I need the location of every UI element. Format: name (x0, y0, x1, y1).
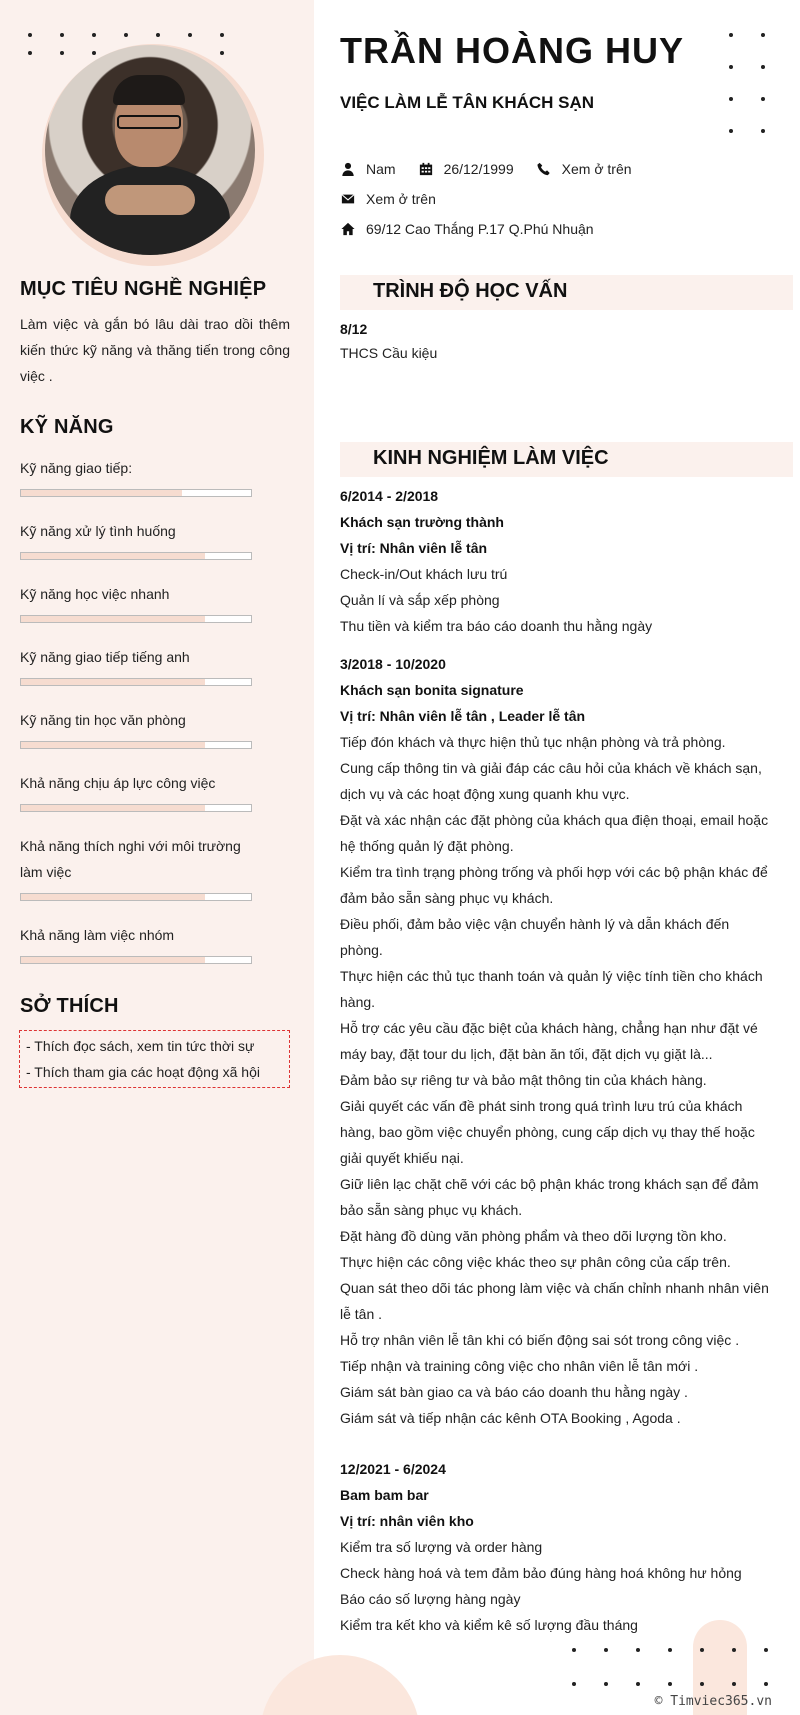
job-duty: Hỗ trợ các yêu cầu đặc biệt của khách hàng, chẳng hạn như đặt vé máy bay, đặt tour du lịch, đặt bàn ăn tối, đặt dịch vụ giặt là... (340, 1020, 758, 1062)
sidebar (0, 0, 314, 1715)
skills-heading: KỸ NĂNG (20, 416, 114, 438)
job-position: Vị trí: nhân viên kho (340, 1513, 474, 1529)
skill-level-fill (21, 894, 205, 900)
job-duty: Giám sát bàn giao ca và báo cáo doanh thu hằng ngày . (340, 1384, 688, 1400)
job-duty: Cung cấp thông tin và giải đáp các câu hỏi của khách về khách sạn, dịch vụ và các hoạt động xung quanh khu vực. (340, 760, 762, 802)
job-entry (340, 651, 770, 1431)
candidate-name: TRẦN HOÀNG HUY (340, 30, 684, 71)
skill-level-bar (20, 489, 252, 497)
birthday-info (418, 161, 514, 177)
address-info (340, 221, 594, 237)
watermark: © Timviec365.vn (654, 1694, 772, 1709)
address-value: 69/12 Cao Thắng P.17 Q.Phú Nhuận (366, 221, 594, 237)
skill-item (20, 455, 252, 497)
job-period: 3/2018 - 10/2020 (340, 656, 446, 672)
experience-heading: KINH NGHIỆM LÀM VIỆC (373, 447, 609, 469)
skill-label: Kỹ năng giao tiếp tiếng anh (20, 649, 190, 665)
skill-level-fill (21, 616, 205, 622)
info-row-1 (340, 161, 654, 177)
email-value: Xem ở trên (366, 191, 436, 207)
skill-label: Kỹ năng học việc nhanh (20, 586, 170, 602)
job-title: VIỆC LÀM LỄ TÂN KHÁCH SẠN (340, 93, 595, 112)
job-period: 12/2021 - 6/2024 (340, 1461, 446, 1477)
skill-level-fill (21, 742, 205, 748)
job-duty: Kiểm tra kết kho và kiểm kê số lượng đầu tháng (340, 1617, 638, 1633)
job-duty: Check hàng hoá và tem đảm bảo đúng hàng hoá không hư hỏng (340, 1565, 742, 1581)
hobbies-heading: SỞ THÍCH (20, 995, 119, 1017)
job-duty: Báo cáo số lượng hàng ngày (340, 1591, 521, 1607)
skill-level-fill (21, 553, 205, 559)
job-duty: Kiểm tra tình trạng phòng trống và phối hợp với các bộ phận khác để đảm bảo sẵn sàng phục vụ khách. (340, 864, 768, 906)
job-duty: Giải quyết các vấn đề phát sinh trong quá trình lưu trú của khách hàng, bao gồm việc chuyển phòng, cung cấp dịch vụ thay thế hoặc giải quyết khiếu nại. (340, 1098, 755, 1166)
home-icon (340, 221, 356, 237)
skill-level-fill (21, 679, 205, 685)
job-company: Khách sạn bonita signature (340, 682, 524, 698)
info-row-2 (340, 191, 458, 207)
hobbies-list (19, 1030, 290, 1088)
skill-level-fill (21, 490, 182, 496)
job-duty: Kiểm tra số lượng và order hàng (340, 1539, 543, 1555)
phone-value: Xem ở trên (561, 161, 632, 177)
experience-section-bar (340, 442, 793, 477)
skill-label: Kỹ năng giao tiếp: (20, 460, 133, 476)
hobby-item: - Thích đọc sách, xem tin tức thời sự (26, 1038, 255, 1054)
skill-item (20, 518, 252, 560)
phone-info (536, 161, 632, 177)
job-company: Khách sạn trường thành (340, 514, 504, 530)
skill-item (20, 644, 252, 686)
job-position: Vị trí: Nhân viên lễ tân (340, 540, 488, 556)
job-duty: Đảm bảo sự riêng tư và bảo mật thông tin của khách hàng. (340, 1072, 707, 1088)
job-duty: Điều phối, đảm bảo việc vận chuyển hành lý và dẫn khách đến phòng. (340, 916, 730, 958)
skill-item (20, 707, 252, 749)
skill-label: Khả năng chịu áp lực công việc (20, 775, 216, 791)
objective-text: Làm việc và gắn bó lâu dài trao dồi thêm kiến thức kỹ năng và thăng tiến trong công việc . (20, 316, 290, 384)
phone-icon (536, 161, 552, 177)
avatar (45, 45, 255, 255)
job-duty: Thực hiện các thủ tục thanh toán và quản lý việc tính tiền cho khách hàng. (340, 968, 763, 1010)
job-period: 6/2014 - 2/2018 (340, 488, 439, 504)
job-duty: Thu tiền và kiểm tra báo cáo doanh thu hằng ngày (340, 618, 653, 634)
job-duty: Thực hiện các công việc khác theo sự phân công của cấp trên. (340, 1254, 731, 1270)
education-school: THCS Cầu kiệu (340, 345, 438, 361)
skill-level-bar (20, 615, 252, 623)
skill-item (20, 833, 252, 901)
job-duty: Check-in/Out khách lưu trú (340, 566, 508, 582)
skill-level-bar (20, 804, 252, 812)
job-duty: Quản lí và sắp xếp phòng (340, 592, 500, 608)
job-position: Vị trí: Nhân viên lễ tân , Leader lễ tân (340, 708, 586, 724)
job-company: Bam bam bar (340, 1487, 429, 1503)
skill-item (20, 581, 252, 623)
job-duty: Tiếp đón khách và thực hiện thủ tục nhận phòng và trả phòng. (340, 734, 726, 750)
job-duty: Tiếp nhận và training công việc cho nhân viên lễ tân mới . (340, 1358, 699, 1374)
skill-label: Kỹ năng xử lý tình huống (20, 523, 176, 539)
info-row-3 (340, 221, 616, 237)
skill-level-bar (20, 956, 252, 964)
education-heading: TRÌNH ĐỘ HỌC VẤN (373, 280, 568, 302)
birthday-value: 26/12/1999 (443, 161, 514, 177)
skill-label: Khả năng thích nghi với môi trường làm việc (20, 838, 241, 880)
skill-label: Kỹ năng tin học văn phòng (20, 712, 186, 728)
calendar-icon (418, 161, 434, 177)
skill-level-fill (21, 805, 205, 811)
job-duty: Giám sát và tiếp nhận các kênh OTA Booking , Agoda . (340, 1410, 681, 1426)
email-info (340, 191, 436, 207)
job-duty: Đặt và xác nhận các đặt phòng của khách qua điện thoại, email hoặc hệ thống quản lý đặt phòng. (340, 812, 769, 854)
gender-info (340, 161, 396, 177)
skill-label: Khả năng làm việc nhóm (20, 927, 175, 943)
education-section-bar (340, 275, 793, 310)
job-duty: Hỗ trợ nhân viên lễ tân khi có biến động sai sót trong công việc . (340, 1332, 740, 1348)
skill-level-bar (20, 893, 252, 901)
skill-level-fill (21, 957, 205, 963)
skill-level-bar (20, 741, 252, 749)
skill-item (20, 770, 252, 812)
hobby-item: - Thích tham gia các hoạt động xã hội (26, 1064, 260, 1080)
job-entry (340, 1456, 770, 1638)
user-icon (340, 161, 356, 177)
education-period: 8/12 (340, 321, 368, 337)
decorative-dots-bottom-right (572, 1648, 772, 1688)
objective-heading: MỤC TIÊU NGHỀ NGHIỆP (20, 278, 267, 300)
decorative-dots-top-right (729, 33, 769, 133)
email-icon (340, 191, 356, 207)
skill-level-bar (20, 678, 252, 686)
skill-item (20, 922, 252, 964)
skill-level-bar (20, 552, 252, 560)
job-duty: Đặt hàng đồ dùng văn phòng phẩm và theo dõi lượng tồn kho. (340, 1228, 727, 1244)
job-duty: Quan sát theo dõi tác phong làm việc và chấn chỉnh nhanh nhân viên lễ tân . (340, 1280, 769, 1322)
gender-value: Nam (366, 161, 396, 177)
job-entry (340, 483, 770, 639)
job-duty: Giữ liên lạc chặt chẽ với các bộ phận khác trong khách sạn để đảm bảo sẵn sàng phục vụ khách. (340, 1176, 759, 1218)
